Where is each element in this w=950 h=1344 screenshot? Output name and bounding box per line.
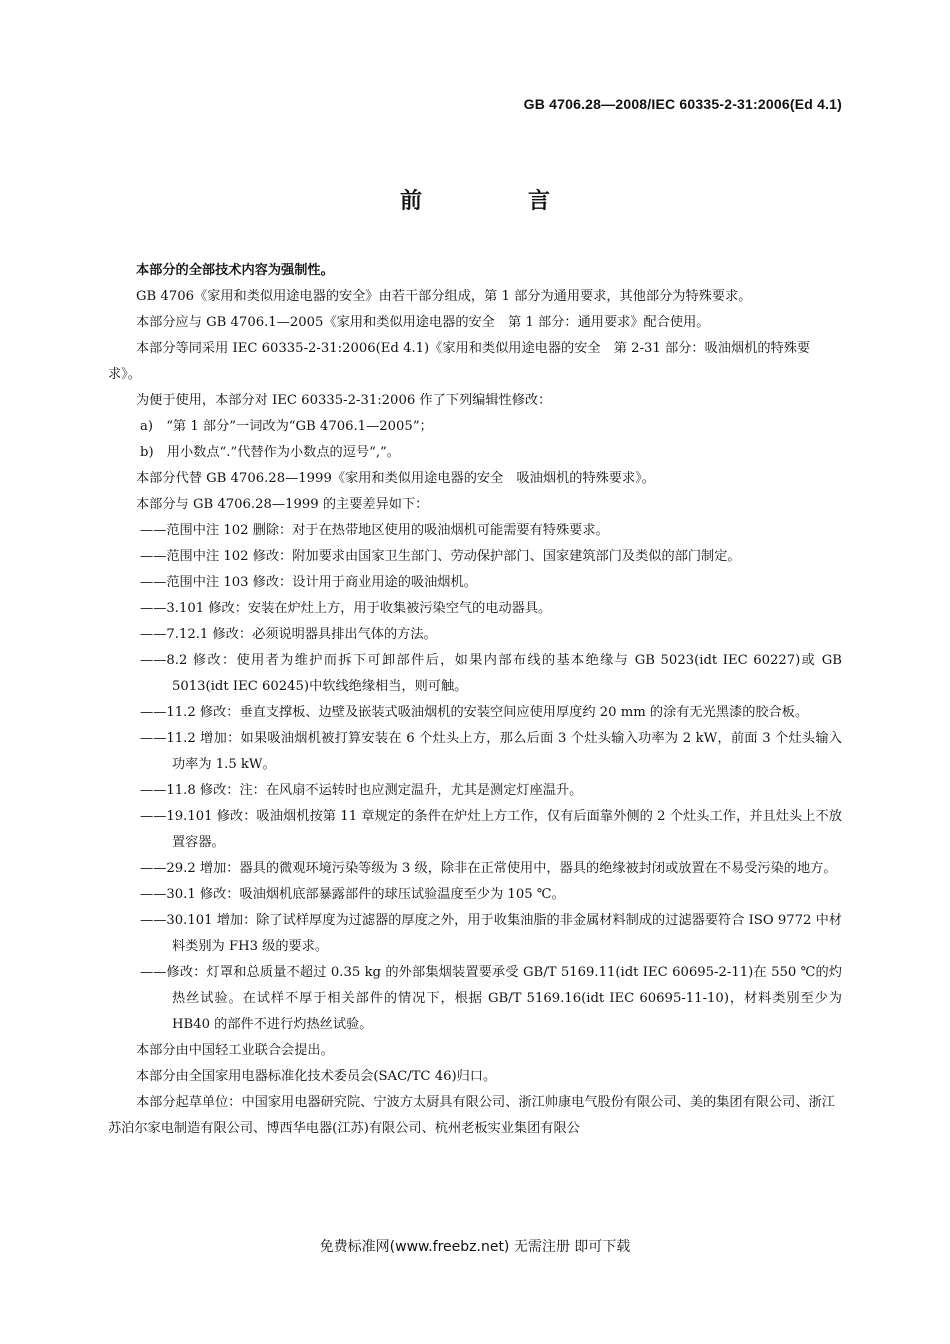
difference-item: ——范围中注 103 修改：设计用于商业用途的吸油烟机。: [140, 575, 477, 590]
paragraph-equivalent: 本部分等同采用 IEC 60335-2-31:2006(Ed 4.1)《家用和类似用途电器的安全 第 2-31 部分：吸油烟机的特殊要求》。: [108, 341, 811, 382]
difference-item: ——3.101 修改：安装在炉灶上方，用于收集被污染空气的电动器具。: [140, 601, 552, 616]
paragraph-edits-intro: 为便于使用，本部分对 IEC 60335-2-31:2006 作了下列编辑性修改：: [136, 393, 552, 408]
difference-item: ——范围中注 102 修改：附加要求由国家卫生部门、劳动保护部门、国家建筑部门及类似的部门制定。: [140, 549, 741, 564]
edit-item: a) “第 1 部分”一词改为“GB 4706.1—2005”；: [140, 419, 433, 434]
page-title: 前 言: [399, 189, 592, 214]
difference-item: ——11.8 修改：注：在风扇不运转时也应测定温升，尤其是测定灯座温升。: [140, 783, 583, 798]
difference-item: ——范围中注 102 删除：对于在热带地区使用的吸油烟机可能需要有特殊要求。: [140, 523, 609, 538]
document-body: [108, 258, 842, 1142]
difference-item: ——29.2 增加：器具的微观环境污染等级为 3 级，除非在正常使用中，器具的绝缘被封闭或放置在不易受污染的地方。: [140, 861, 837, 876]
footer-download-note: 免费标准网(www.freebz.net) 无需注册 即可下载: [319, 1239, 631, 1255]
paragraph-proposed-by: 本部分由中国轻工业联合会提出。: [136, 1043, 334, 1058]
paragraph-use-with: 本部分应与 GB 4706.1—2005《家用和类似用途电器的安全 第 1 部分：通用要求》配合使用。: [136, 315, 710, 330]
difference-item: ——11.2 增加：如果吸油烟机被打算安装在 6 个灶头上方，那么后面 3 个灶头输入功率为 2 kW，前面 3 个灶头输入功率为 1.5 kW。: [140, 731, 842, 772]
paragraph-replaces: 本部分代替 GB 4706.28—1999《家用和类似用途电器的安全 吸油烟机的特殊要求》。: [136, 471, 655, 486]
difference-item: ——8.2 修改：使用者为维护而拆下可卸部件后，如果内部布线的基本绝缘与 GB 5023(idt IEC 60227)或 GB 5013(idt IEC 60245)中软线绝缘相当，则可触。: [140, 653, 842, 694]
paragraph-drafters: 本部分起草单位：中国家用电器研究院、宁波方太厨具有限公司、浙江帅康电气股份有限公司、美的集团有限公司、浙江苏泊尔家电制造有限公司、博西华电器(江苏)有限公司、杭州老板实业集团有限公: [108, 1095, 835, 1136]
difference-item: ——11.2 修改：垂直支撑板、边壁及嵌装式吸油烟机的安装空间应使用厚度约 20 mm 的涂有无光黑漆的胶合板。: [140, 705, 809, 720]
difference-item: ——7.12.1 修改：必须说明器具排出气体的方法。: [140, 627, 437, 642]
standard-code: GB 4706.28—2008/IEC 60335-2-31:2006(Ed 4.1): [523, 96, 842, 112]
paragraph-differences-intro: 本部分与 GB 4706.28—1999 的主要差异如下：: [136, 497, 429, 512]
difference-item: ——19.101 修改：吸油烟机按第 11 章规定的条件在炉灶上方工作，仅有后面靠外侧的 2 个灶头工作，并且灶头上不放置容器。: [140, 809, 842, 850]
paragraph-series: GB 4706《家用和类似用途电器的安全》由若干部分组成，第 1 部分为通用要求，其他部分为特殊要求。: [136, 289, 752, 304]
difference-item: ——30.1 修改：吸油烟机底部暴露部件的球压试验温度至少为 105 ℃。: [140, 887, 565, 902]
paragraph-centralized-by: 本部分由全国家用电器标准化技术委员会(SAC/TC 46)归口。: [136, 1069, 497, 1084]
difference-item: ——修改：灯罩和总质量不超过 0.35 kg 的外部集烟装置要承受 GB/T 5169.11(idt IEC 60695-2-11)在 550 ℃的灼热丝试验。在试样不厚于相关部件的情况下，根据 GB/T 5169.16(idt IEC 60695-11-10)，材料类别至少为 HB40 的部件不进行灼热丝试验。: [140, 965, 842, 1032]
mandatory-statement: 本部分的全部技术内容为强制性。: [136, 263, 334, 278]
difference-item: ——30.101 增加：除了试样厚度为过滤器的厚度之外，用于收集油脂的非金属材料制成的过滤器要符合 ISO 9772 中材料类别为 FH3 级的要求。: [140, 913, 842, 954]
edit-item: b) 用小数点“.”代替作为小数点的逗号“,”。: [140, 445, 400, 460]
